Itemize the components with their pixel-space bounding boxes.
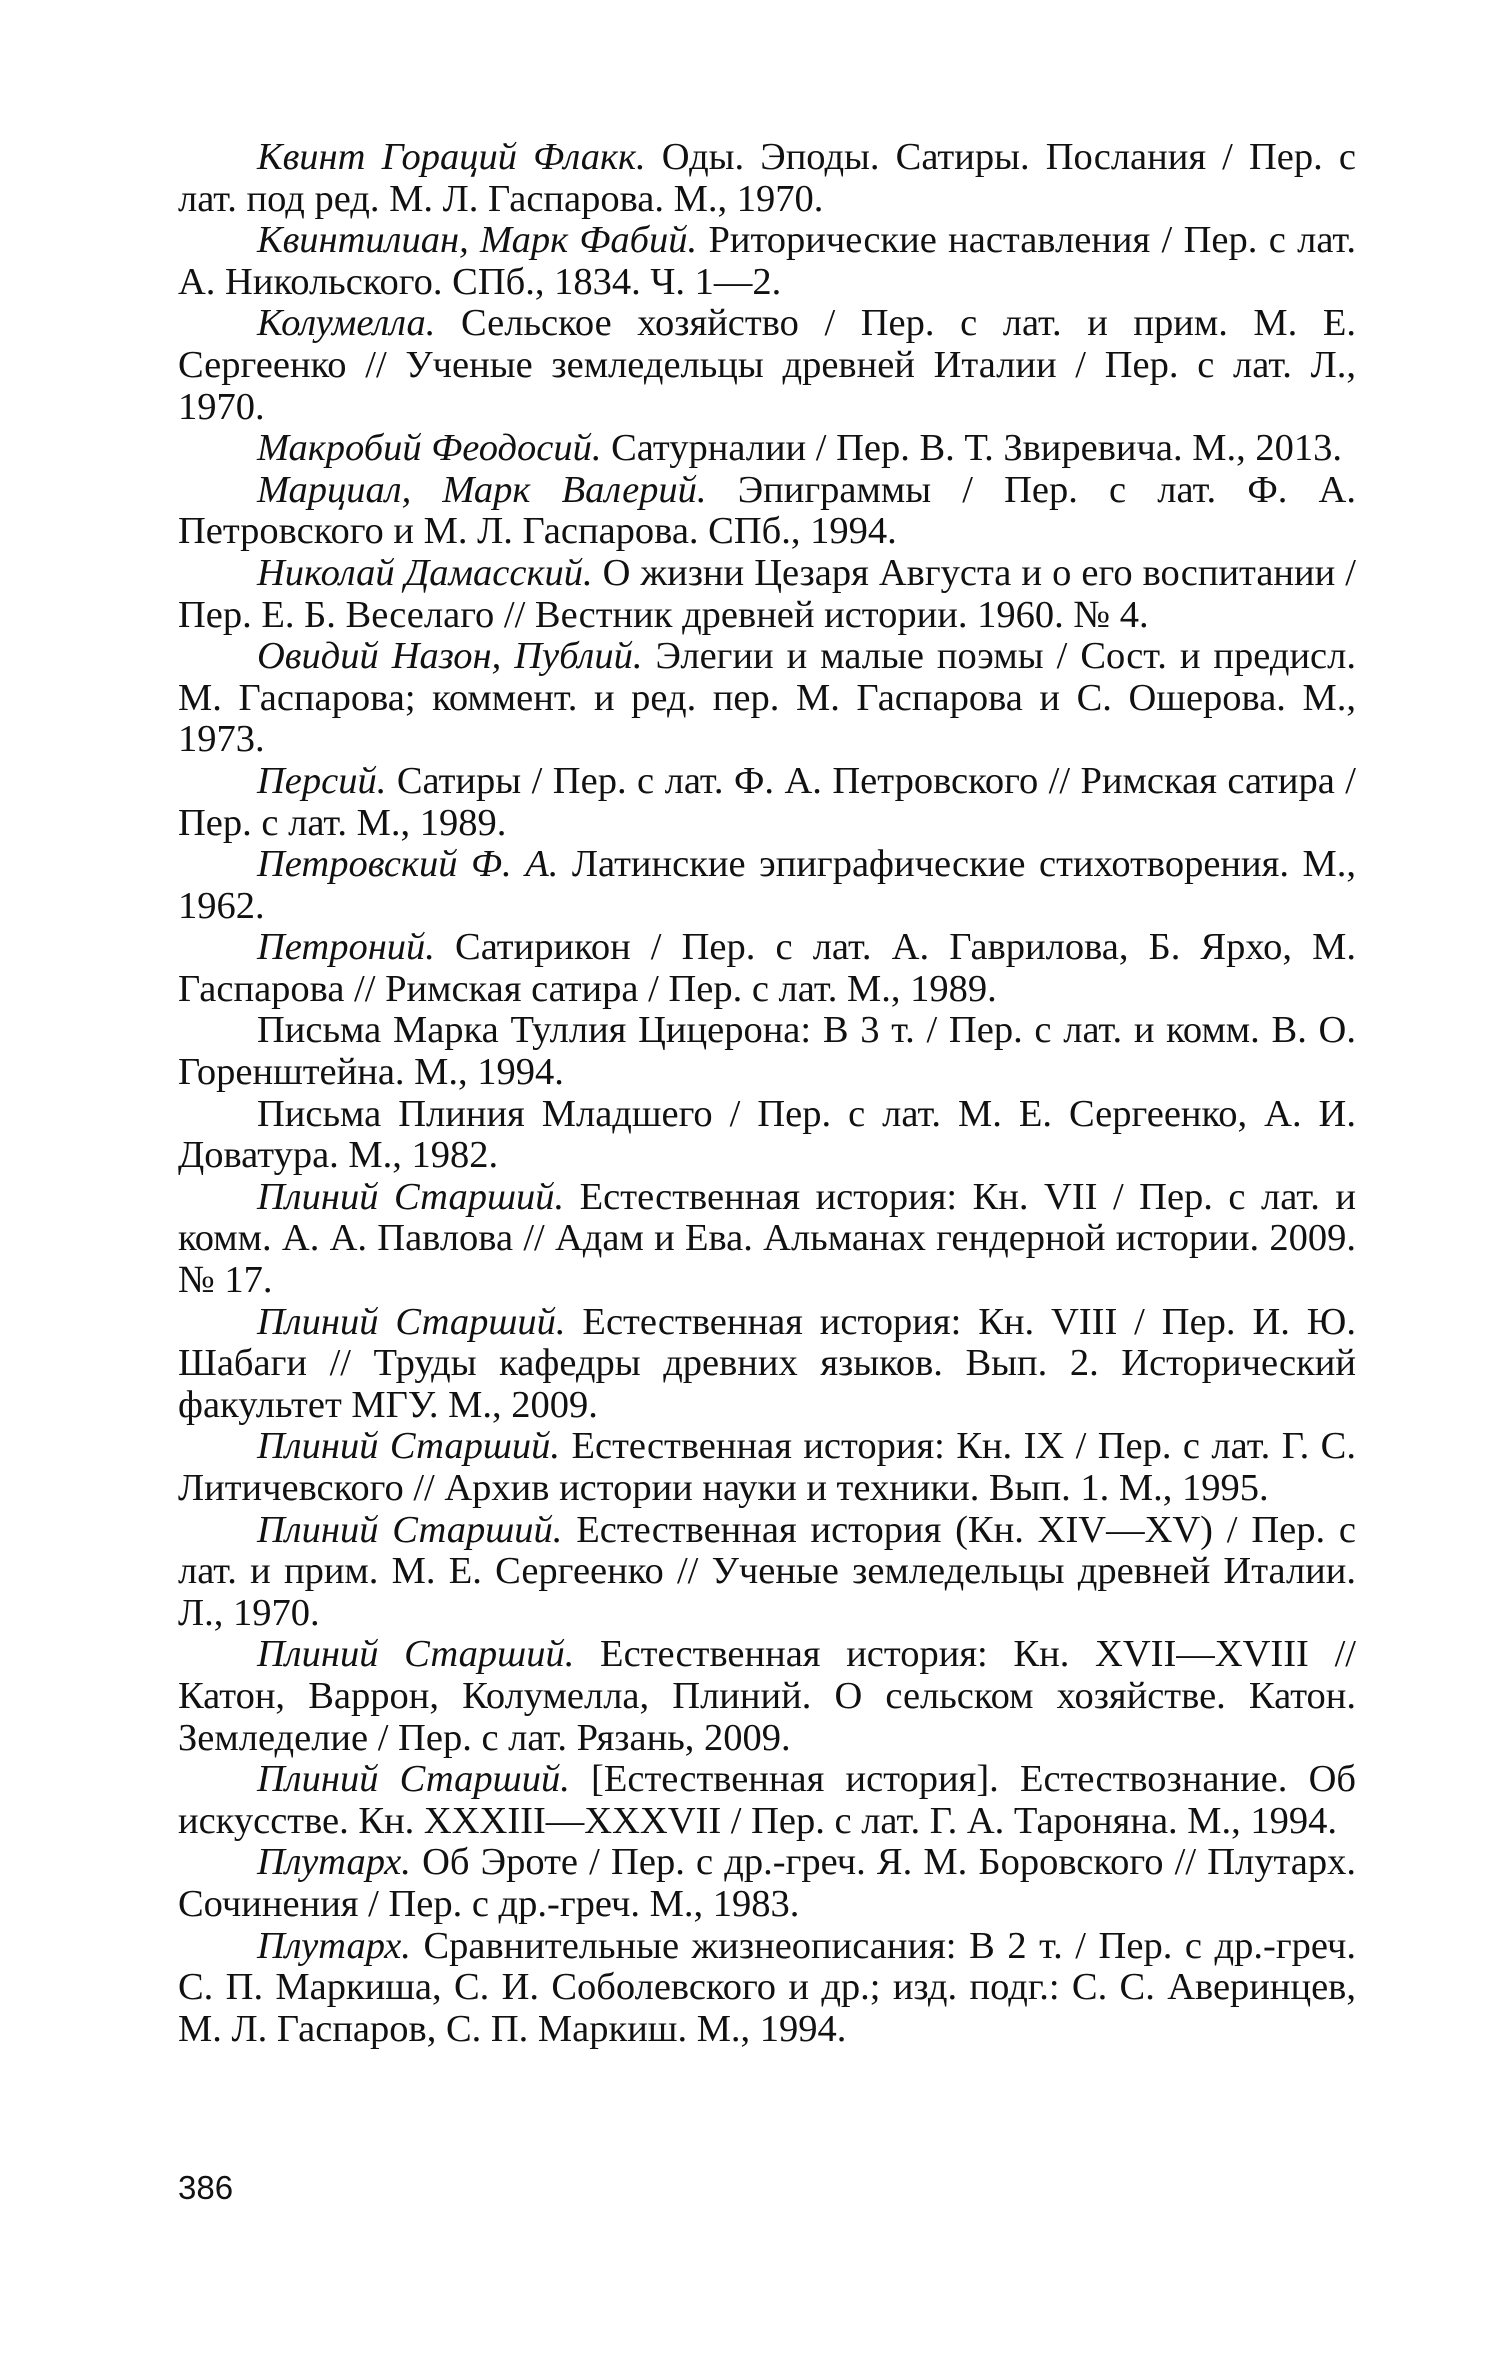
entry-author: Квинтилиан, Марк Фабий. — [257, 219, 698, 262]
entry-author: Колумелла. — [257, 302, 436, 345]
entry-text: Естественная история (Кн. XIV—XV) / Пер. с лат. и прим. М. Е. Сергеенко // Ученые земледельцы древней Италии. Л., 1970. — [178, 1508, 1356, 1634]
entry-author: Плиний Старший. — [257, 1300, 566, 1343]
bibliography-entry — [178, 137, 1356, 220]
entry-text: Элегии и малые поэмы / Сост. и предисл. М. Гаспарова; коммент. и ред. пер. М. Гаспарова и С. Ошерова. М., 1973. — [178, 635, 1356, 761]
bibliography-entry — [178, 1926, 1356, 2051]
entry-author: Петроний. — [257, 926, 435, 969]
entry-author: Марциал, Марк Валерий. — [257, 468, 707, 511]
bibliography-entry — [178, 761, 1356, 844]
bibliography-entry — [178, 1634, 1356, 1759]
bibliography-entry — [178, 470, 1356, 553]
bibliography-entry — [178, 927, 1356, 1010]
entry-author: Плиний Старший. — [257, 1758, 570, 1801]
entry-author: Овидий Назон, Публий. — [257, 635, 643, 678]
bibliography-entry — [178, 844, 1356, 927]
entry-text: Письма Марка Туллия Цицерона: В 3 т. / Пер. с лат. и комм. В. О. Горенштейна. М., 1994. — [178, 1009, 1356, 1094]
entry-text: Оды. Эподы. Сатиры. Послания / Пер. с лат. под ред. М. Л. Гаспарова. М., 1970. — [178, 136, 1356, 220]
bibliography-entry — [178, 1510, 1356, 1635]
entry-text: Сатурналии / Пер. В. Т. Звиревича. М., 2013. — [601, 427, 1342, 470]
bibliography-entry — [178, 553, 1356, 636]
entry-text: Об Эроте / Пер. с др.-греч. Я. М. Боровского // Плутарх. Сочинения / Пер. с др.-греч. М., 1983. — [178, 1841, 1356, 1925]
entry-text: Письма Плиния Младшего / Пер. с лат. М. Е. Сергеенко, А. И. Доватура. М., 1982. — [178, 1092, 1356, 1177]
entry-text: Естественная история: Кн. VIII / Пер. И. Ю. Шабаги // Труды кафедры древних языков. Вып. 2. Исторический факультет МГУ. М., 2009. — [178, 1300, 1356, 1426]
entry-author: Квинт Гораций Флакк. — [257, 136, 646, 178]
entry-author: Плутарх. — [257, 1924, 411, 1967]
entry-text: Естественная история: Кн. XVII—XVIII // Катон, Варрон, Колумелла, Плиний. О сельском хозяйстве. Катон. Земледелие / Пер. с лат. Рязань, 2009. — [178, 1633, 1356, 1759]
bibliography-list — [178, 137, 1356, 2050]
entry-text: О жизни Цезаря Августа и о его воспитании / Пер. Е. Б. Веселаго // Вестник древней истории. 1960. № 4. — [178, 551, 1356, 636]
bibliography-entry — [178, 303, 1356, 428]
entry-text: Естественная история: Кн. VII / Пер. с лат. и комм. А. А. Павлова // Адам и Ева. Альманах гендерной истории. 2009. № 17. — [178, 1175, 1356, 1302]
entry-author: Николай Дамасский. — [257, 551, 593, 594]
entry-text: Риторические наставления / Пер. с лат. А. Никольского. СПб., 1834. Ч. 1—2. — [178, 219, 1356, 303]
entry-text: Естественная история: Кн. IX / Пер. с лат. Г. С. Литичевского // Архив истории науки и техники. Вып. 1. М., 1995. — [178, 1425, 1356, 1509]
bibliography-entry — [178, 428, 1356, 470]
entry-author: Плиний Старший. — [257, 1175, 565, 1218]
bibliography-entry — [178, 1302, 1356, 1427]
entry-text: Сатиры / Пер. с лат. Ф. А. Петровского // Римская сатира / Пер. с лат. М., 1989. — [178, 759, 1356, 844]
entry-author: Плутарх. — [257, 1841, 411, 1884]
entry-author: Персий. — [257, 759, 387, 802]
entry-author: Плиний Старший. — [257, 1633, 575, 1676]
page-number: 386 — [178, 2169, 234, 2206]
entry-text: [Естественная история]. Естествознание. Об искусстве. Кн. XXXIII—XXXVII / Пер. с лат. Г. А. Тароняна. М., 1994. — [178, 1758, 1356, 1842]
entry-text: Латинские эпиграфические стихотворения. М., 1962. — [178, 843, 1357, 927]
bibliography-entry — [178, 1426, 1356, 1509]
entry-author: Петровский Ф. А. — [257, 843, 559, 886]
bibliography-entry — [178, 220, 1356, 303]
entry-author: Плиний Старший. — [257, 1425, 561, 1468]
bibliography-entry — [178, 1177, 1356, 1302]
bibliography-entry — [178, 1010, 1356, 1093]
entry-text: Эпиграммы / Пер. с лат. Ф. А. Петровского и М. Л. Гаспарова. СПб., 1994. — [178, 468, 1356, 553]
bibliography-entry — [178, 636, 1356, 761]
bibliography-entry — [178, 1094, 1356, 1177]
entry-text: Сатирикон / Пер. с лат. А. Гаврилова, Б. Ярхо, М. Гаспарова // Римская сатира / Пер. с лат. М., 1989. — [178, 926, 1356, 1010]
bibliography-entry — [178, 1842, 1356, 1925]
entry-text: Сравнительные жизнеописания: В 2 т. / Пер. с др.-греч. С. П. Маркиша, С. И. Соболевского и др.; изд. подг.: С. С. Аверинцев, М. Л. Гаспаров, С. П. Маркиш. М., 1994. — [178, 1924, 1356, 2050]
entry-author: Макробий Феодосий. — [257, 427, 602, 470]
entry-text: Сельское хозяйство / Пер. с лат. и прим. М. Е. Сергеенко // Ученые земледельцы древней Италии / Пер. с лат. Л., 1970. — [178, 302, 1356, 428]
entry-author: Плиний Старший. — [257, 1508, 563, 1551]
bibliography-entry — [178, 1759, 1356, 1842]
